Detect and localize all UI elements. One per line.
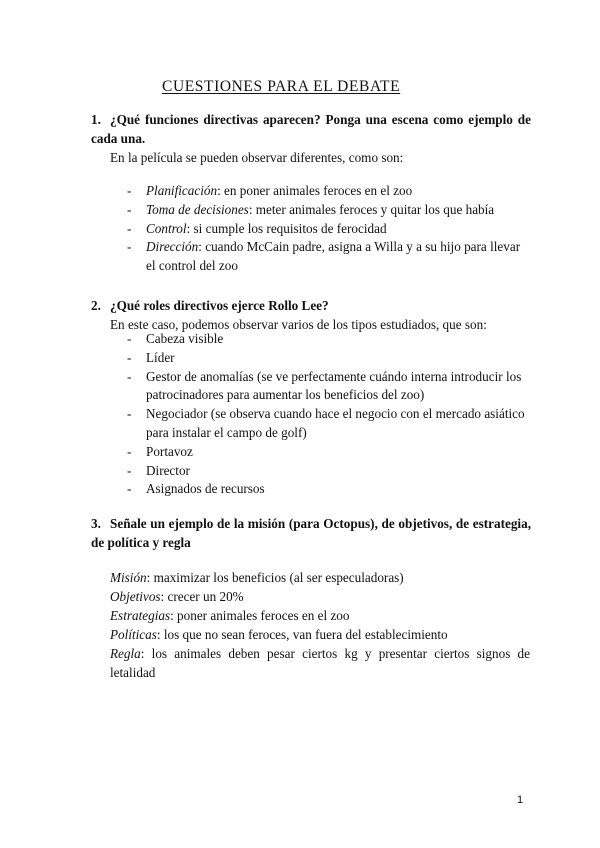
function-example: si cumple los requisitos de ferocidad (190, 220, 387, 236)
function-term: Dirección (146, 239, 199, 255)
function-term: Control (146, 220, 187, 236)
function-example: cuando McCain padre, asigna a Willa y a su hijo para llevar el control del zoo (146, 239, 521, 274)
list-item (127, 349, 531, 368)
answer-text: : poner animales feroces en el zoo (170, 608, 350, 623)
list-dash: - (127, 443, 132, 459)
list-item (127, 220, 531, 239)
list-item (127, 443, 531, 462)
page-title: CUESTIONES PARA EL DEBATE (162, 78, 401, 95)
role-text: Gestor de anomalías (se ve perfectamente cuándo interna introducir los patrocinadores para aumentar los beneficios del zoo) (146, 368, 522, 403)
answer-term: Objetivos (110, 589, 161, 604)
answer-text: : los animales deben pesar ciertos kg y presentar ciertos signos de letalidad (110, 646, 530, 680)
role-text: Negociador (se observa cuando hace el negocio con el mercado asiático para instalar el campo de golf) (146, 406, 525, 440)
question-2-number: 2. (91, 298, 101, 313)
question-3-number: 3. (91, 516, 101, 531)
function-term: Planificación (146, 183, 218, 198)
question-1-intro: En la película se pueden observar diferentes, como son: (110, 150, 404, 165)
function-example: en poner animales feroces en el zoo (220, 183, 413, 198)
list-item (127, 462, 531, 481)
list-dash: - (127, 462, 132, 478)
role-text: Director (146, 462, 190, 478)
answer-line (110, 644, 530, 682)
question-1 (91, 110, 531, 148)
question-1-number: 1. (91, 112, 101, 127)
role-text: Portavoz (146, 443, 193, 459)
term-separator: : (186, 220, 191, 236)
list-item (127, 182, 531, 201)
answer-line (110, 587, 530, 606)
answer-line (110, 568, 530, 587)
answer-term: Políticas (110, 627, 157, 642)
list-item (127, 201, 531, 220)
list-dash: - (127, 349, 132, 365)
list-dash: - (127, 239, 132, 255)
list-item (127, 480, 531, 499)
role-text: Cabeza visible (146, 331, 224, 346)
answer-line (110, 606, 530, 625)
answer-text: : maximizar los beneficios (al ser especuladoras) (146, 570, 404, 585)
question-3-answers (110, 568, 530, 682)
answer-term: Misión (110, 570, 147, 585)
list-item (127, 405, 531, 443)
answer-term: Estrategias (110, 608, 171, 623)
answer-text: : los que no sean feroces, van fuera del establecimiento (156, 627, 448, 642)
function-example: meter animales feroces y quitar los que había (252, 201, 495, 217)
role-text: Líder (146, 349, 175, 365)
answer-term: Regla (110, 646, 141, 661)
list-dash: - (127, 183, 132, 198)
question-2-text: ¿Qué roles directivos ejerce Rollo Lee? (110, 298, 329, 313)
question-1-list (127, 182, 531, 276)
term-separator: : (248, 201, 253, 217)
list-dash: - (127, 406, 132, 422)
page-number: 1 (517, 794, 524, 806)
function-term: Toma de decisiones (146, 201, 249, 217)
question-2-intro: En este caso, podemos observar varios de los tipos estudiados, que son: (110, 317, 487, 332)
term-separator: : (217, 183, 221, 198)
answer-line (110, 625, 530, 644)
list-dash: - (127, 201, 132, 217)
question-2-list (127, 330, 531, 499)
question-3 (91, 514, 531, 552)
question-2 (91, 296, 531, 315)
role-text: Asignados de recursos (146, 481, 265, 497)
list-dash: - (127, 220, 132, 236)
question-3-text: Señale un ejemplo de la misión (para Octopus), de objetivos, de estrategia, de política y regla (91, 516, 531, 550)
list-item (127, 330, 531, 349)
list-item (127, 238, 531, 276)
list-dash: - (127, 368, 132, 384)
term-separator: : (198, 239, 202, 255)
answer-text: : crecer un 20% (160, 589, 244, 604)
list-dash: - (127, 331, 132, 346)
question-1-text: ¿Qué funciones directivas aparecen? Ponga una escena como ejemplo de cada una. (91, 112, 531, 146)
list-dash: - (127, 481, 132, 497)
list-item (127, 368, 531, 406)
